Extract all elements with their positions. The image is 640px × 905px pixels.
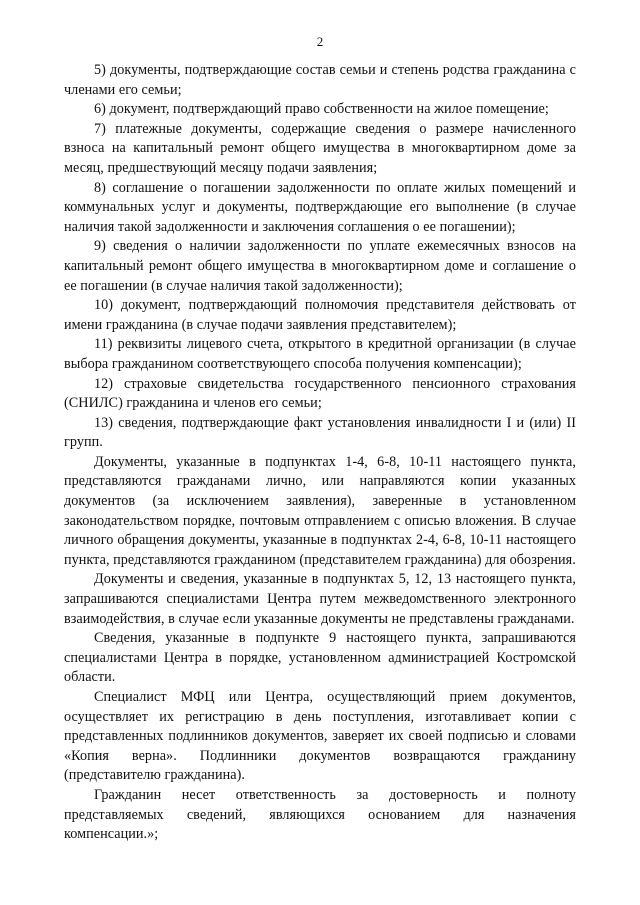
list-item-12: 12) страховые свидетельства государственного пенсионного страхования (СНИЛС) гражданина и членов его семьи; <box>64 375 576 412</box>
list-item-11: 11) реквизиты лицевого счета, открытого в кредитной организации (в случае выбора гражданином соответствующего способа получения компенсации); <box>64 336 576 372</box>
list-item-6: 6) документ, подтверждающий право собственности на жилое помещение; <box>94 101 549 118</box>
paragraph-debt-information: Сведения, указанные в подпункте 9 настоящего пункта, запрашиваются специалистами Центра в порядке, установленном администрацией Костромской области. <box>64 630 576 686</box>
page-number: 2 <box>316 34 324 49</box>
list-item-13: 13) сведения, подтверждающие факт установления инвалидности I и (или) II групп. <box>64 414 576 451</box>
list-item-10: 10) документ, подтверждающий полномочия представителя действовать от имени гражданина (в случае подачи заявления представителем); <box>64 297 576 333</box>
list-item-7: 7) платежные документы, содержащие сведения о размере начисленного взноса на капитальный ремонт общего имущества в многоквартирном доме за месяц, предшествующий месяцу подачи заявления; <box>64 120 576 176</box>
paragraph-interagency-request: Документы и сведения, указанные в подпунктах 5, 12, 13 настоящего пункта, запрашиваются специалистами Центра путем межведомственного электронного взаимодействия, в случае если указанные документы не представлены гражданами. <box>64 571 576 627</box>
list-item-9: 9) сведения о наличии задолженности по уплате ежемесячных взносов на капитальный ремонт общего имущества в многоквартирном доме и соглашение о ее погашении (в случае наличия такой задолженности); <box>64 238 576 294</box>
document-body <box>64 61 576 845</box>
paragraph-registration: Специалист МФЦ или Центра, осуществляющий прием документов, осуществляет их регистрацию в день поступления, изготавливает копии с представленных подлинников документов, заверяет их своей подписью и словами «Копия верна». Подлинники документов возвращаются гражданину (представителю гражданина). <box>64 689 576 784</box>
list-item-8: 8) соглашение о погашении задолженности по оплате жилых помещений и коммунальных услуг и документы, подтверждающие его выполнение (в случае наличия такой задолженности и заключения соглашения о ее погашении); <box>64 179 576 235</box>
paragraph-documents-submission: Документы, указанные в подпунктах 1-4, 6-8, 10-11 настоящего пункта, представляются гражданами лично, или направляются копии указанных документов (за исключением заявления), заверенные в установленном законодательством порядке, почтовым отправлением с описью вложения. В случае личного обращения документы, указанные в подпунктах 2-4, 6-8, 10-11 настоящего пункта, представляются гражданином (представителем гражданина) для обозрения. <box>64 453 576 568</box>
paragraph-responsibility: Гражданин несет ответственность за достоверность и полноту представляемых сведений, являющихся основанием для назначения компенсации.»; <box>64 786 576 843</box>
list-item-5: 5) документы, подтверждающие состав семьи и степень родства гражданина с членами его семьи; <box>64 62 576 98</box>
